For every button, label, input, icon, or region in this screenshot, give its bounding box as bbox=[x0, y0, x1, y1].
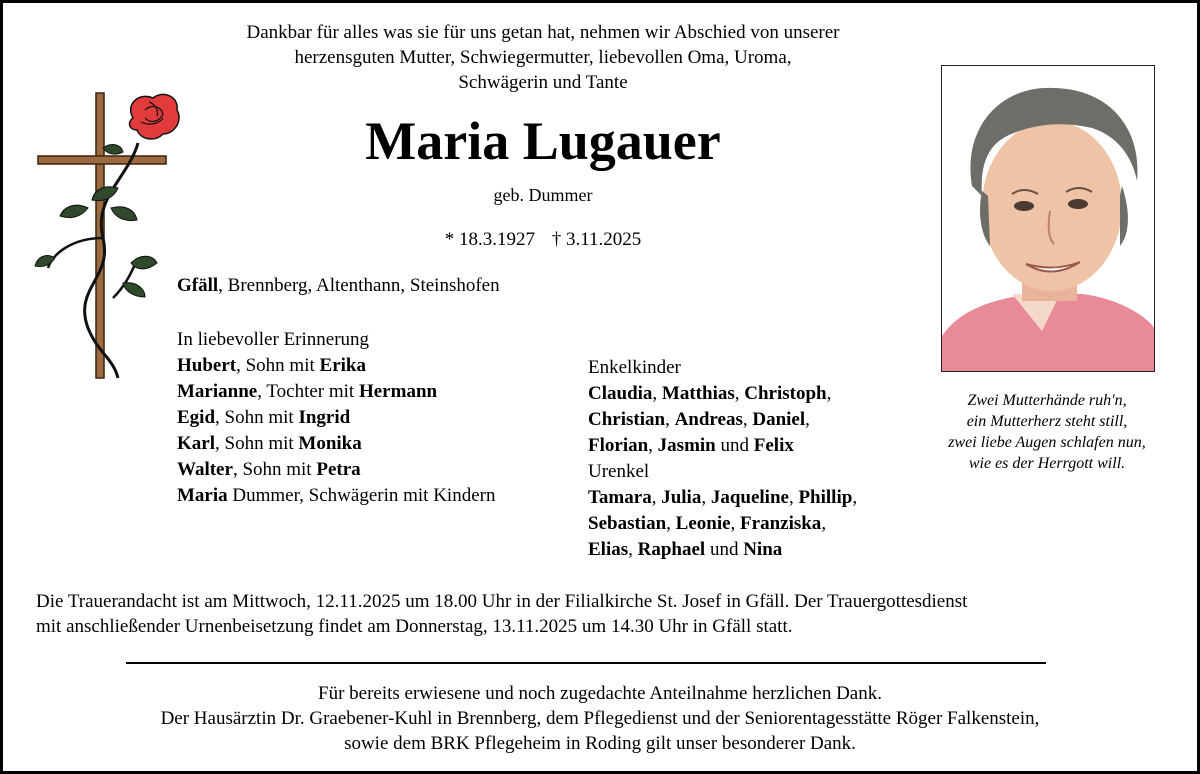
family-member: Egid bbox=[177, 407, 216, 428]
grandchild: Felix bbox=[753, 435, 794, 456]
family-member: Hubert bbox=[177, 355, 237, 376]
great-grandchild: Phillip bbox=[798, 487, 853, 508]
service-line: Die Trauerandacht ist am Mittwoch, 12.11.2025 um 18.00 Uhr in der Filialkirche St. Josef in Gfäll. Der Trauergottesdienst bbox=[36, 591, 968, 612]
separator: , bbox=[701, 487, 711, 508]
intro-line: Dankbar für alles was sie für uns getan hat, nehmen wir Abschied von unserer bbox=[246, 22, 840, 43]
family-line bbox=[177, 483, 495, 509]
family-line bbox=[177, 431, 495, 457]
separator: , bbox=[730, 513, 741, 534]
grandchild: Christian bbox=[588, 409, 666, 430]
thanks-text bbox=[3, 681, 1197, 756]
birth-name: geb. Dummer bbox=[493, 185, 593, 205]
poem-line: zwei liebe Augen schlafen nun, bbox=[948, 434, 1146, 451]
separator: , bbox=[666, 513, 676, 534]
separator: und bbox=[705, 539, 744, 560]
separator: , bbox=[805, 409, 810, 430]
thanks-line: Der Hausärztin Dr. Graebener-Kuhl in Brennberg, dem Pflegedienst und der Seniorentagesstätte Röger Falkenstein, bbox=[160, 708, 1040, 729]
family-column bbox=[177, 327, 495, 509]
descendants-column bbox=[588, 355, 857, 563]
family-line bbox=[177, 405, 495, 431]
great-grandchild: Jaqueline bbox=[710, 487, 789, 508]
separator: , bbox=[826, 383, 832, 404]
relation-text: , Sohn mit bbox=[215, 433, 299, 454]
great-grandchild: Tamara bbox=[588, 487, 652, 508]
great-grandchild: Elias bbox=[588, 539, 629, 560]
grandchild: Jasmin bbox=[657, 435, 716, 456]
separator: , bbox=[648, 435, 658, 456]
separator: und bbox=[715, 435, 754, 456]
remembrance-heading: In liebevoller Erinnerung bbox=[177, 329, 370, 350]
grandchildren-line bbox=[588, 433, 857, 459]
portrait-photo bbox=[941, 65, 1155, 372]
family-member: Hermann bbox=[358, 381, 438, 402]
family-member: Ingrid bbox=[298, 407, 351, 428]
separator: , bbox=[652, 383, 662, 404]
family-member: Monika bbox=[298, 433, 362, 454]
separator: , bbox=[651, 487, 662, 508]
family-line bbox=[177, 457, 495, 483]
grandchild: Florian bbox=[588, 435, 649, 456]
family-member: Karl bbox=[177, 433, 215, 454]
separator: , bbox=[628, 539, 638, 560]
life-dates bbox=[143, 229, 943, 251]
grandchild: Claudia bbox=[588, 383, 653, 404]
relation-text: Dummer, Schwägerin mit Kindern bbox=[227, 485, 496, 506]
thanks-line: Für bereits erwiesene und noch zugedachte Anteilnahme herzlichen Dank. bbox=[318, 683, 882, 704]
great-grandchild: Franziska bbox=[740, 513, 822, 534]
deceased-name: Maria Lugauer bbox=[365, 111, 721, 171]
family-member: Marianne bbox=[177, 381, 258, 402]
family-member: Petra bbox=[316, 459, 361, 480]
great-grandchild: Leonie bbox=[675, 513, 731, 534]
great-grandchild: Julia bbox=[661, 487, 702, 508]
relation-text: , Sohn mit bbox=[215, 407, 299, 428]
great-grandchildren-line bbox=[588, 537, 857, 563]
great-grandchildren-line bbox=[588, 511, 857, 537]
separator: , bbox=[742, 409, 753, 430]
family-member: Walter bbox=[177, 459, 233, 480]
grandchild: Matthias bbox=[661, 383, 735, 404]
birth-date: * 18.3.1927 bbox=[444, 229, 535, 250]
great-grandchildren-line bbox=[588, 485, 857, 511]
places-line bbox=[177, 275, 500, 297]
intro-line: herzensguten Mutter, Schwiegermutter, liebevollen Oma, Uroma, bbox=[294, 47, 792, 68]
grandchild: Andreas bbox=[674, 409, 743, 430]
service-line: mit anschließender Urnenbeisetzung findet am Donnerstag, 13.11.2025 um 14.30 Uhr in Gfäll statt. bbox=[36, 616, 793, 637]
grandchildren-heading: Enkelkinder bbox=[588, 357, 681, 378]
relation-text: , Sohn mit bbox=[232, 459, 317, 480]
great-grandchild: Raphael bbox=[637, 539, 706, 560]
family-line bbox=[177, 353, 495, 379]
grandchild: Christoph bbox=[744, 383, 827, 404]
relation-text: , Tochter mit bbox=[257, 381, 359, 402]
great-grandchild: Nina bbox=[743, 539, 783, 560]
grandchildren-line bbox=[588, 381, 857, 407]
portrait-illustration bbox=[942, 66, 1154, 371]
poem-line: wie es der Herrgott will. bbox=[968, 455, 1126, 472]
separator: , bbox=[734, 383, 745, 404]
family-member: Maria bbox=[177, 485, 228, 506]
place-others: , Brennberg, Altenthann, Steinshofen bbox=[218, 275, 500, 296]
grandchildren-line bbox=[588, 407, 857, 433]
intro-line: Schwägerin und Tante bbox=[458, 72, 628, 93]
divider bbox=[126, 662, 1046, 664]
death-date: † 3.11.2025 bbox=[551, 229, 642, 250]
separator: , bbox=[665, 409, 675, 430]
intro-text bbox=[143, 20, 943, 95]
thanks-line: sowie dem BRK Pflegeheim in Roding gilt unser besonderer Dank. bbox=[344, 733, 856, 754]
poem-line: Zwei Mutterhände ruh'n, bbox=[967, 392, 1127, 409]
place-main: Gfäll bbox=[177, 275, 219, 296]
great-grandchild: Sebastian bbox=[588, 513, 667, 534]
separator: , bbox=[821, 513, 827, 534]
poem bbox=[908, 390, 1186, 474]
poem-line: ein Mutterherz steht still, bbox=[966, 413, 1128, 430]
great-grandchildren-heading: Urenkel bbox=[588, 461, 650, 482]
family-member: Erika bbox=[319, 355, 366, 376]
service-info bbox=[36, 589, 1176, 639]
separator: , bbox=[788, 487, 799, 508]
grandchild: Daniel bbox=[752, 409, 806, 430]
relation-text: , Sohn mit bbox=[236, 355, 320, 376]
family-line bbox=[177, 379, 495, 405]
separator: , bbox=[852, 487, 858, 508]
